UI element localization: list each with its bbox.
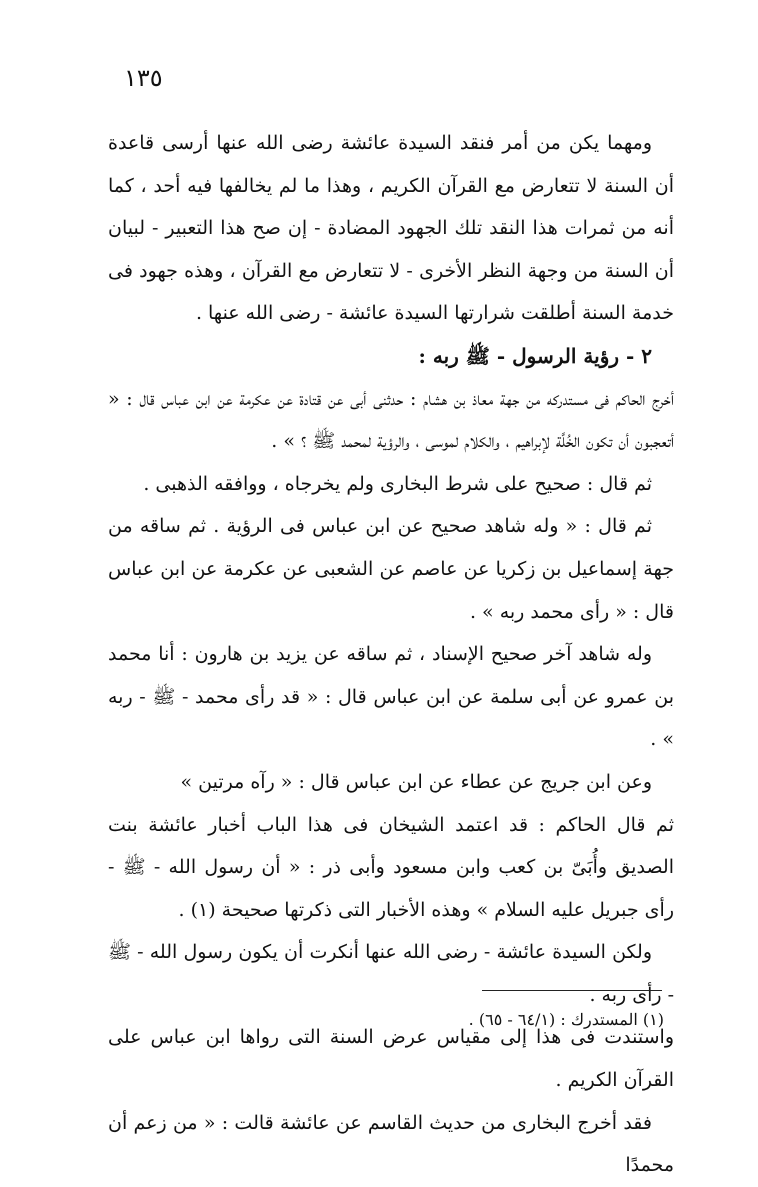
page-number: ١٣٥ xyxy=(124,64,163,92)
paragraph-aisha-criticism: ومهما يكن من أمر فنقد السيدة عائشة رضى الله عنها أرسى قاعدة أن السنة لا تتعارض مع القرآن الكريم ، وهذا ما لم يخالفها فيه أحد ، كما أنه من ثمرات هذا النقد تلك الجهود المضادة - إن صح هذا التعبير - لبيان أن السنة من وجهة النظر الأخرى - لا تتعارض مع القرآن ، وهذه جهود فى خدمة السنة أطلقت شرارتها السيدة عائشة - رضى الله عنها . xyxy=(108,132,674,325)
paragraph-bukhari: فقد أخرج البخارى من حديث القاسم عن عائشة قالت : « من زعم أن محمدًا xyxy=(108,1111,674,1177)
paragraph-hakim-grading: ثم قال : صحيح على شرط البخارى ولم يخرجاه ، ووافقه الذهبى . xyxy=(143,472,652,495)
paragraph-hakim-narration: أخرج الحاكم فى مستدركه من جهة معاذ بن هشام : حدثنى أبى عن قتادة عن عكرمة عن ابن عباس قال : « أتعجبون أن تكون الخُلَّة لإبراهيم ، والكلام لموسى ، والرؤية لمحمد ﷺ ؟ » . xyxy=(108,387,674,453)
paragraph-aisha-denial: ولكن السيدة عائشة - رضى الله عنها أنكرت أن يكون رسول الله - ﷺ - رأى ربه . xyxy=(108,941,674,1006)
paragraph-shahid-2: وله شاهد آخر صحيح الإسناد ، ثم ساقه عن يزيد بن هارون : أنا محمد بن عمرو عن أبى سلمة عن ابن عباس قال : « قد رأى محمد - ﷺ - ربه » . xyxy=(108,643,674,751)
section-heading: ٢ - رؤية الرسول - ﷺ ربه : xyxy=(418,343,652,368)
paragraph-ibn-jurayj: وعن ابن جريج عن عطاء عن ابن عباس قال : « رآه مرتين » xyxy=(180,770,652,793)
footnote-divider xyxy=(482,990,662,991)
footnote: (١) المستدرك : (٦٤/١ - ٦٥) . xyxy=(468,1010,664,1029)
paragraph-shahid-1: ثم قال : « وله شاهد صحيح عن ابن عباس فى الرؤية . ثم ساقه من جهة إسماعيل بن زكريا عن عاصم عن الشعبى عن عكرمة عن ابن عباس قال : « رأى محمد ربه » . xyxy=(108,515,674,623)
paragraph-quran-criterion: واستندت فى هذا إلى مقياس عرض السنة التى رواها ابن عباس على القرآن الكريم . xyxy=(108,1026,674,1092)
paragraph-shaykhan: ثم قال الحاكم : قد اعتمد الشيخان فى هذا الباب أخبار عائشة بنت الصديق وأُبَىّ بن كعب وابن مسعود وأبى ذر : « أن رسول الله - ﷺ - رأى جبريل عليه السلام » وهذه الأخبار التى ذكرتها صحيحة (١) . xyxy=(108,813,674,921)
